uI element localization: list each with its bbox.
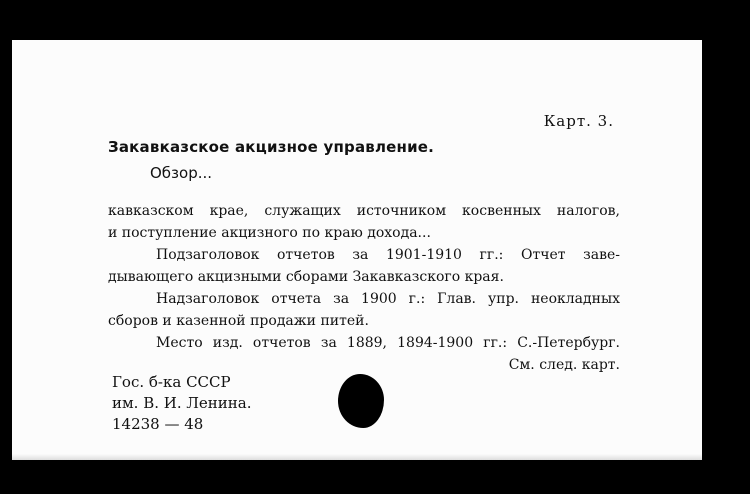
catalog-number: 14238 — 48 — [112, 415, 204, 433]
library-stamp — [112, 372, 251, 435]
body-line: См. след. карт. — [508, 357, 620, 373]
card-number: Карт. 3. — [543, 112, 614, 130]
body-line: Надзаголовок отчета за 1900 г.: Глав. упр. неокладных — [156, 291, 620, 307]
card-subheading: Обзор... — [150, 164, 213, 182]
card-edge — [12, 454, 702, 460]
library-name: Гос. б-ка СССР — [112, 373, 231, 391]
body-line: дывающего акцизными сборами Закавказского края. — [108, 269, 504, 285]
body-line: Подзаголовок отчетов за 1901-1910 гг.: Отчет заве- — [156, 247, 620, 263]
body-line: и поступление акцизного по краю дохода... — [108, 225, 431, 241]
body-line: кавказском крае, служащих источником косвенных налогов, — [108, 203, 620, 219]
card-heading: Закавказское акцизное управление. — [108, 138, 435, 156]
body-line: сборов и казенной продажи питей. — [108, 313, 369, 329]
body-line: Место изд. отчетов за 1889, 1894-1900 гг.: С.-Петербург. — [156, 335, 620, 351]
ink-blot — [338, 374, 384, 428]
catalog-card — [12, 40, 702, 460]
card-body — [108, 200, 620, 376]
library-name-continued: им. В. И. Ленина. — [112, 394, 252, 412]
